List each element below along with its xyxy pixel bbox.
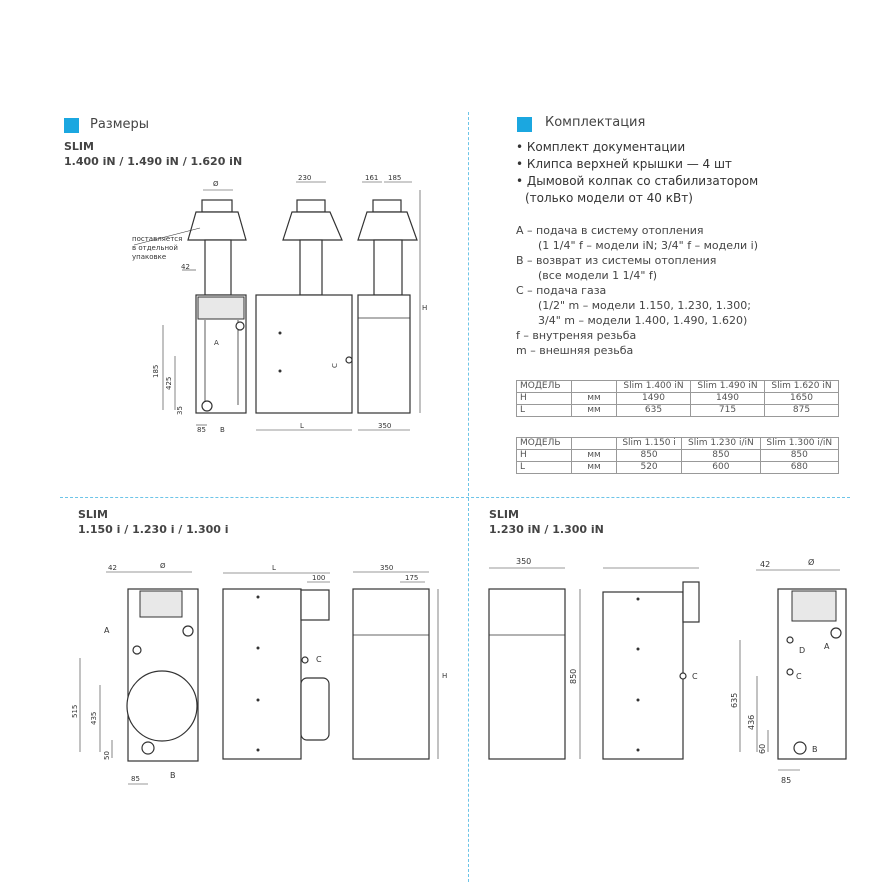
table-cell: мм [572, 405, 617, 417]
table-cell: 1490 [691, 393, 765, 405]
dim-label: 161 [365, 174, 379, 182]
dim-label: L [272, 564, 276, 572]
legend-line: 3/4" m – модели 1.400, 1.490, 1.620) [538, 314, 748, 327]
table-cell: Slim 1.490 iN [691, 381, 765, 393]
dim-label: 435 [90, 711, 98, 725]
table-cell: МОДЕЛЬ [517, 438, 572, 450]
table-cell: 850 [682, 450, 760, 462]
table-cell: 715 [691, 405, 765, 417]
equipment-item: • Комплект документации [516, 140, 686, 154]
table-cell: L [517, 405, 572, 417]
table-cell: H [517, 393, 572, 405]
dim-label: H [422, 304, 428, 312]
connection-c-label: C [796, 672, 802, 681]
dim-label: 50 [103, 751, 111, 760]
model-variants: 1.150 i / 1.230 i / 1.300 i [78, 523, 229, 536]
dim-label: 100 [312, 574, 326, 582]
table-cell: H [517, 450, 572, 462]
table-cell: мм [572, 462, 617, 474]
dim-label: L [300, 422, 304, 430]
table-cell: Slim 1.300 i/iN [760, 438, 838, 450]
dim-label: 350 [380, 564, 394, 572]
model-name: SLIM [489, 508, 519, 521]
dim-label: 185 [388, 174, 402, 182]
dim-label: Ø [808, 558, 815, 567]
table-cell: 850 [617, 450, 682, 462]
connection-b-label: B [812, 745, 818, 754]
dim-label: 350 [378, 422, 392, 430]
dim-label: 60 [758, 743, 767, 754]
model-variants: 1.230 iN / 1.300 iN [489, 523, 604, 536]
connection-a-label: A [824, 642, 830, 651]
dim-label: 42 [760, 560, 771, 569]
dim-label: 85 [197, 426, 206, 434]
dim-label: 85 [131, 775, 140, 783]
table-cell: 875 [765, 405, 839, 417]
dim-label: 85 [781, 776, 792, 785]
model-name: SLIM [78, 508, 108, 521]
dim-label: H [442, 672, 448, 680]
dim-label: Ø [160, 562, 166, 570]
drawing-bl-rear-view [353, 564, 447, 759]
table-cell: Slim 1.230 i/iN [682, 438, 760, 450]
note-line: упаковке [132, 253, 167, 261]
section-title-equipment: Комплектация [545, 115, 646, 130]
table-cell: Slim 1.400 iN [617, 381, 691, 393]
connection-a-label: A [214, 339, 219, 347]
table-cell: мм [572, 393, 617, 405]
drawing-br-rear-view [489, 557, 580, 759]
connection-c-label: C [692, 672, 698, 681]
table-cell: Slim 1.620 iN [765, 381, 839, 393]
dim-label: 635 [730, 692, 739, 708]
drawing-top-front-view [256, 174, 352, 430]
drawing-bl-side-view [71, 562, 198, 784]
dim-label: 230 [298, 174, 312, 182]
connection-a-label: A [104, 626, 110, 635]
connection-b-label: B [220, 426, 225, 434]
section-title-dimensions: Размеры [90, 117, 150, 132]
dim-label: Ø [213, 180, 219, 188]
note-line: в отдельной [132, 244, 178, 252]
connection-c-label: C [316, 655, 322, 664]
drawing-br-front-view [603, 568, 699, 759]
dim-label: 42 [108, 564, 117, 572]
model-variants: 1.400 iN / 1.490 iN / 1.620 iN [64, 155, 243, 168]
model-name: SLIM [64, 140, 94, 153]
table-cell: Slim 1.150 i [617, 438, 682, 450]
table-cell: 520 [617, 462, 682, 474]
table-cell: 680 [760, 462, 838, 474]
legend-line: B – возврат из системы отопления [516, 254, 717, 267]
connection-b-label: B [170, 771, 176, 780]
connection-d-label: D [799, 646, 806, 655]
legend-line: (1 1/4" f – модели iN; 3/4" f – модели i) [538, 239, 759, 252]
legend-line: m – внешняя резьба [516, 344, 634, 357]
dim-label: 436 [747, 714, 756, 730]
drawing-top-rear-view [358, 174, 427, 430]
dim-label: 350 [516, 557, 532, 566]
dim-label: 185 [152, 364, 160, 378]
equipment-item: • Клипса верхней крышки — 4 шт [516, 157, 732, 171]
table-cell: МОДЕЛЬ [517, 381, 572, 393]
legend-line: (все модели 1 1/4" f) [538, 269, 658, 282]
table-cell: L [517, 462, 572, 474]
legend-line: f – внутреняя резьба [516, 329, 637, 342]
drawing-bl-front-view [223, 564, 330, 759]
dim-label: 35 [176, 406, 184, 415]
table-cell: 600 [682, 462, 760, 474]
note-line: поставляется [132, 235, 183, 243]
dim-label: 850 [569, 668, 578, 684]
equipment-item: (только модели от 40 кВт) [525, 191, 693, 205]
connection-c-label: C [331, 363, 339, 368]
legend-line: A – подача в систему отопления [516, 224, 704, 237]
table-cell: 635 [617, 405, 691, 417]
dim-label: 425 [165, 376, 173, 390]
table-cell: 1650 [765, 393, 839, 405]
drawing-top-side-view [132, 180, 246, 434]
legend-line: C – подача газа [516, 284, 607, 297]
table-cell: 1490 [617, 393, 691, 405]
table-cell: 850 [760, 450, 838, 462]
table-cell: мм [572, 450, 617, 462]
legend-line: (1/2" m – модели 1.150, 1.230, 1.300; [538, 299, 752, 312]
drawing-br-side-view [730, 557, 846, 785]
dim-label: 42 [181, 263, 190, 271]
equipment-item: • Дымовой колпак со стабилизатором [516, 174, 759, 188]
dim-label: 515 [71, 704, 79, 718]
dim-label: 175 [405, 574, 419, 582]
